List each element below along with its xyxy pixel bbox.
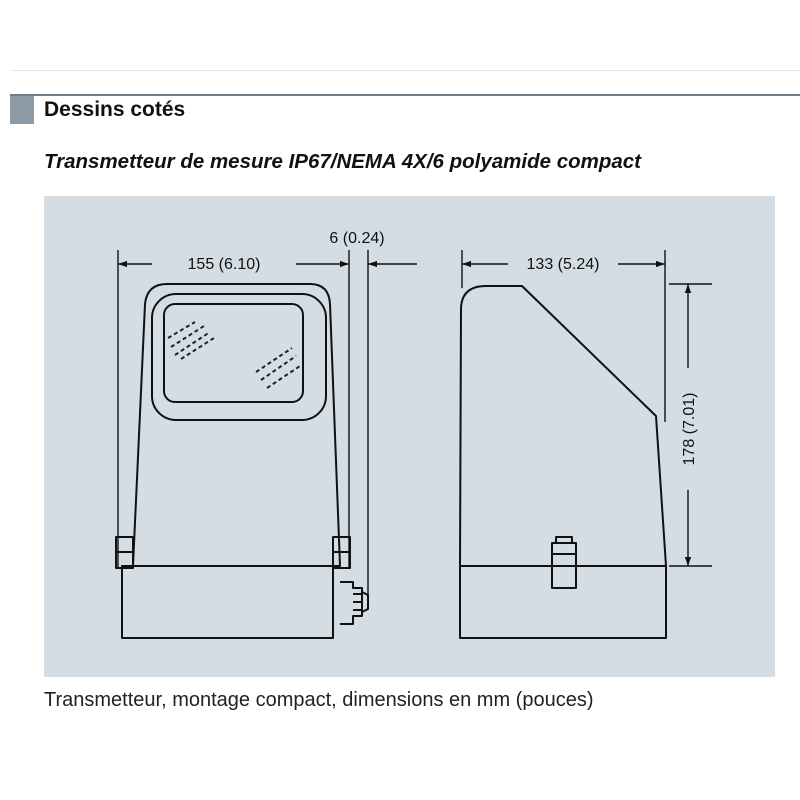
front-offset-label: 6 (0.24) [329, 230, 385, 247]
side-depth-label: 133 (5.24) [526, 256, 600, 273]
side-view [460, 286, 666, 638]
drawing-title: Transmetteur de mesure IP67/NEMA 4X/6 polyamide compact [44, 150, 641, 173]
side-housing [460, 286, 666, 566]
section-header-bar [10, 94, 800, 96]
dimension-drawing [44, 196, 775, 677]
front-base [122, 566, 333, 638]
top-divider [10, 70, 800, 71]
display-glass [164, 304, 303, 402]
side-base [460, 566, 666, 638]
front-view [116, 284, 368, 638]
front-width-label: 155 (6.10) [187, 256, 261, 273]
section-marker [10, 96, 34, 124]
side-dimensions [462, 250, 712, 566]
figure-caption: Transmetteur, montage compact, dimensions en mm (pouces) [44, 689, 594, 711]
side-height-label: 178 (7.01) [681, 392, 698, 466]
glass-glare [168, 322, 300, 388]
section-title: Dessins cotés [44, 98, 186, 121]
front-dimensions [118, 250, 417, 595]
